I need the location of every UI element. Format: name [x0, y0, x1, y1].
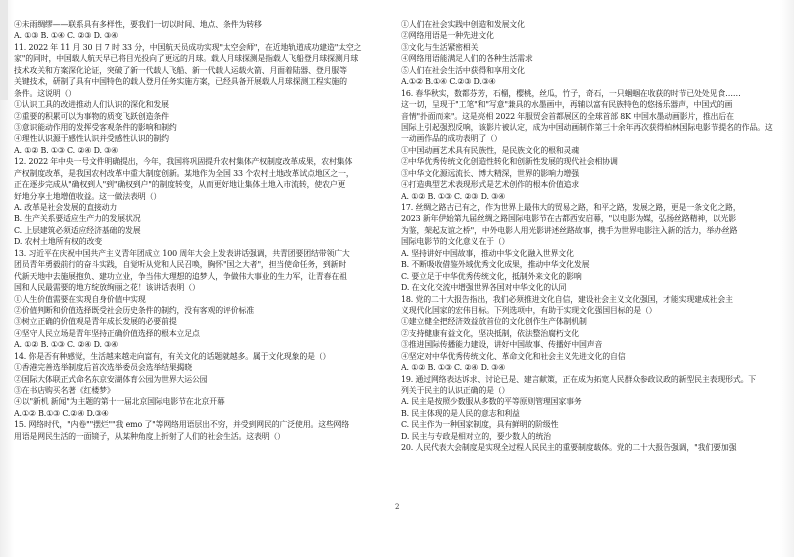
left-text-line: ③树立正确的价值观是青年成长发展的必要前提 [14, 317, 177, 327]
left-text-line: 11. 2022 年 11 月 30 日 7 时 33 分，中国航天员成功实现"太空会师"，在近地轨道成功建造"太空之 [14, 42, 362, 52]
left-text-line: 用语是网民生活的一面镜子，从某种角度上折射了人们的社会生活。这表明（） [14, 431, 285, 441]
left-text-line: A. ①② B. ①③ C. ②④ D. ③④ [14, 145, 119, 155]
left-text-line: ③在书店购买名著《红楼梦》 [14, 386, 115, 395]
left-text-line: A.①② B.①③ C.②④ D.③④ [14, 408, 109, 418]
left-text-line: C. 上层建筑必须适应经济基础的发展 [14, 225, 141, 235]
left-text-line: B. 生产关系要适应生产力的发展状况 [14, 214, 141, 224]
left-text-line: 12. 2022 年中央一号文件明确提出，今年，我国将巩固提升农村集体产权制度改革成果，农村集体 [14, 157, 353, 167]
left-text-line: ①人生价值需要在实现自身价值中实现 [14, 294, 146, 304]
left-text-line: 家"的同时，中国载人航天早已将目光投向了更远的月球。载人月球探测是指载人飞船登月球探测月球 [14, 54, 359, 64]
right-text-line: A. ①② B. ①③ C. ②④ D. ③④ [401, 363, 506, 373]
right-text-line: ③中华文化源远流长、博大精深，世界的影响力增强 [401, 168, 580, 178]
left-text-line: A. 改革是社会发展的直接动力 [14, 203, 118, 212]
right-text-line: ①人们在社会实践中创造和发展文化 [401, 20, 525, 29]
right-text-line: 17. 丝绸之路古已有之，作为世界上最伟大的贸易之路，和平之路，发展之路，更是一条文化之路， [401, 203, 741, 212]
left-text-line: 国和人民最需要的地方绽放绚丽之花！该讲话表明（） [14, 283, 200, 293]
left-text-line: 技术攻关和方案深化论证，突破了新一代载人飞船、新一代载人运载火箭、月面着陆器、登月服等 [14, 65, 347, 75]
right-text-line: B. 民主体现的是人民的意志和利益 [401, 408, 520, 418]
left-text-line: 好地分享土地增值收益。这一做法表明（） [14, 191, 162, 201]
left-text-line: 关键技术，研制了具有中国特色的载人登月任务实施方案，已经具备开展载人月球探测工程实施的 [14, 77, 347, 87]
left-column [14, 19, 394, 442]
right-text-line: 2023 新年伊始第九届丝绸之路国际电影节在古都西安启幕，"以电影为媒，弘扬丝路精神，以光影 [401, 214, 736, 224]
left-text-line: ①香港完善选举制度后首次选举委员会选举结果揭晓 [14, 363, 193, 373]
right-text-line: C. 要立足于中华优秀传统文化，抵制外来文化的影响 [401, 271, 582, 281]
right-text-line: 一动画作品的成功表明了（） [401, 134, 502, 144]
right-text-line: 音情"扑面而来"。这是亮相 2022 年服贸会首都展区的全球首部 8K 中国水墨动画影片，推出后在 [401, 111, 734, 121]
right-text-line: A. 民主是按照少数服从多数的平等原则管理国家事务 [401, 397, 582, 407]
left-text-line: A. ①③ B. ①④ C. ②③ D. ③④ [14, 31, 119, 41]
left-text-line: ④理性认识源于感性认识并受感性认识的制约 [14, 134, 169, 144]
right-text-line: 18. 党的二十大报告指出，我们必须推进文化自信，建设社会主义文化强国，才能实现建成社会主 [401, 294, 733, 304]
left-text-line: 正在逐步完成从"确权到人"到"确权到户"的制度转变，从而更好地让集体土地入市流转，使农户更 [14, 180, 346, 190]
right-text-line: ③文化与生活紧密相关 [401, 42, 479, 52]
right-text-line: ②网络用语是一种先进文化 [401, 31, 494, 41]
right-text-line: 19. 通过网络表达诉求、讨论已是、建言献策，正在成为拓宽人民群众参政议政的新型民主表现形式。下 [401, 374, 757, 384]
left-text-line: A. ①② B. ①③ C. ②④ D. ③④ [14, 340, 119, 350]
right-text-line: D. 民主与专政是相对立的，要少数人的统治 [401, 431, 551, 441]
left-text-line: ③意识能动作用的发挥受客观条件的影响和制约 [14, 122, 177, 132]
left-text-line: D. 农村土地所有权的改变 [14, 237, 103, 247]
right-text-line: A. 坚持讲好中国故事，推动中华文化融入世界文化 [401, 248, 574, 258]
right-text-line: 列关于民主的认识正确的是（） [401, 386, 510, 395]
right-text-line: ④坚定对中华优秀传统文化、革命文化和社会主义先进文化的自信 [401, 351, 626, 361]
left-text-line: ④以"新机 新闻"为主题的第十一届北京国际电影节在北京开幕 [14, 397, 225, 407]
right-text-line: C. 民主作为一种国家制度，具有鲜明的阶级性 [401, 420, 559, 430]
right-text-line: 20. 人民代表大会制度是实现全过程人民民主的重要制度载体。党的二十大报告强调，"我们要加强 [401, 443, 737, 453]
scan-edge-shadow [0, 0, 8, 100]
right-text-line: A.①② B.①④ C.②③ D.③④ [401, 77, 496, 87]
left-text-line: ④坚守人民立场是青年坚持正确价值选择的根本立足点 [14, 328, 200, 338]
right-text-line: 为鉴，架起友谊之桥"，中外电影人用光影讲述丝路故事，携手为世界电影注入新的活力，举办丝路 [401, 225, 738, 235]
right-text-line: ②支持健康有益文化，坚决抵制，依法整治腐朽文化 [401, 328, 580, 338]
left-text-line: 13. 习近平在庆祝中国共产主义青年团成立 100 周年大会上发表讲话强调，共青团要团结带领广大 [14, 248, 350, 258]
right-text-line: D. 在文化交流中增强世界各国对中华文化的认同 [401, 283, 567, 293]
right-text-line: 这一切，呈现于"工笔"和"写意"兼具的水墨画中，再辅以富有民族特色的悠扬乐器声，中国式的画 [401, 100, 733, 110]
right-text-line: ④网络用语能满足人们的各种生活需求 [401, 54, 533, 64]
left-text-line: ①认识工具的改进推动人们认识的深化和发展 [14, 100, 169, 110]
left-text-line: ②国际大体联正式命名东京安湖体育公园为世界大运公园 [14, 374, 208, 384]
left-text-line: 代新天地中去施展抱负、建功立业，争当伟大理想的追梦人，争做伟大事业的生力军，让青春在祖 [14, 271, 347, 281]
right-text-line: 国际电影节的文化意义在于（） [401, 237, 510, 247]
right-text-line: ⑤人们在社会生活中获得和享用文化 [401, 65, 525, 75]
right-text-line: 义现代化国家的宏伟目标。下列选项中，有助于实现文化强国目标的是（） [401, 305, 657, 315]
right-text-line: 国际上引起强烈反响，该影片被认定，成为中国动画制作第三十余年再次获得柏林国际电影节提名的作品。这 [401, 122, 773, 132]
right-text-line: ③推进国际传播能力建设，讲好中国故事、传播好中国声音 [401, 340, 603, 350]
left-text-line: ④未雨绸缪——联系具有多样性，要我们一切以时间、地点、条件为转移 [14, 20, 262, 29]
right-text-line: ④打造典型艺术表现形式是艺术创作的根本价值追求 [401, 180, 580, 190]
left-text-line: ②价值判断和价值选择既受社会历史条件的制约，没有客观的评价标准 [14, 305, 254, 315]
left-text-line: 条件。这说明（） [14, 88, 76, 98]
right-column [401, 19, 782, 454]
right-text-line: 16. 春华秋实，数都芬芳，石榴，樱桃，丝瓜，竹子，奇石，一只蝈蝈在收获的时节已处处见食…… [401, 88, 741, 98]
right-text-line: A. ①② B. ①③ C. ②③ D. ③④ [401, 191, 506, 201]
right-text-line: ②中华优秀传统文化创造性转化和创新性发展的现代社会相协调 [401, 157, 618, 167]
right-text-line: ①中国动画艺术具有民族性，是民族文化的根和灵魂 [401, 145, 580, 155]
right-text-line: B. 不断吸收借鉴外域优秀文化成果，推动中华文化发展 [401, 260, 590, 270]
right-text-line: ①建立健全把经济效益放首位的文化创作生产体制机制 [401, 317, 587, 327]
left-text-line: 14. 你是否有种感觉，生活越来越走向富有，有关文化的话题就越多。属于文化现象的是（） [14, 351, 331, 361]
left-text-line: 产权制度改革，是我国农村改革中重大制度创新。某地作为全国 33 个农村土地改革试点地区之一， [14, 168, 354, 178]
left-text-line: 团员青年勇毅前行的奋斗实践，自觉听从党和人民召唤，胸怀"国之大者"，担当使命任务，到新时 [14, 260, 347, 270]
page-number: 2 [395, 503, 400, 511]
left-text-line: ②重要的积累可以为事物的质变飞跃创造条件 [14, 111, 169, 121]
left-text-line: 15. 网络时代，"内卷""摆烂""我 emo 了"等网络用语层出不穷，并受到网民的广泛使用。这些网络 [14, 420, 350, 430]
